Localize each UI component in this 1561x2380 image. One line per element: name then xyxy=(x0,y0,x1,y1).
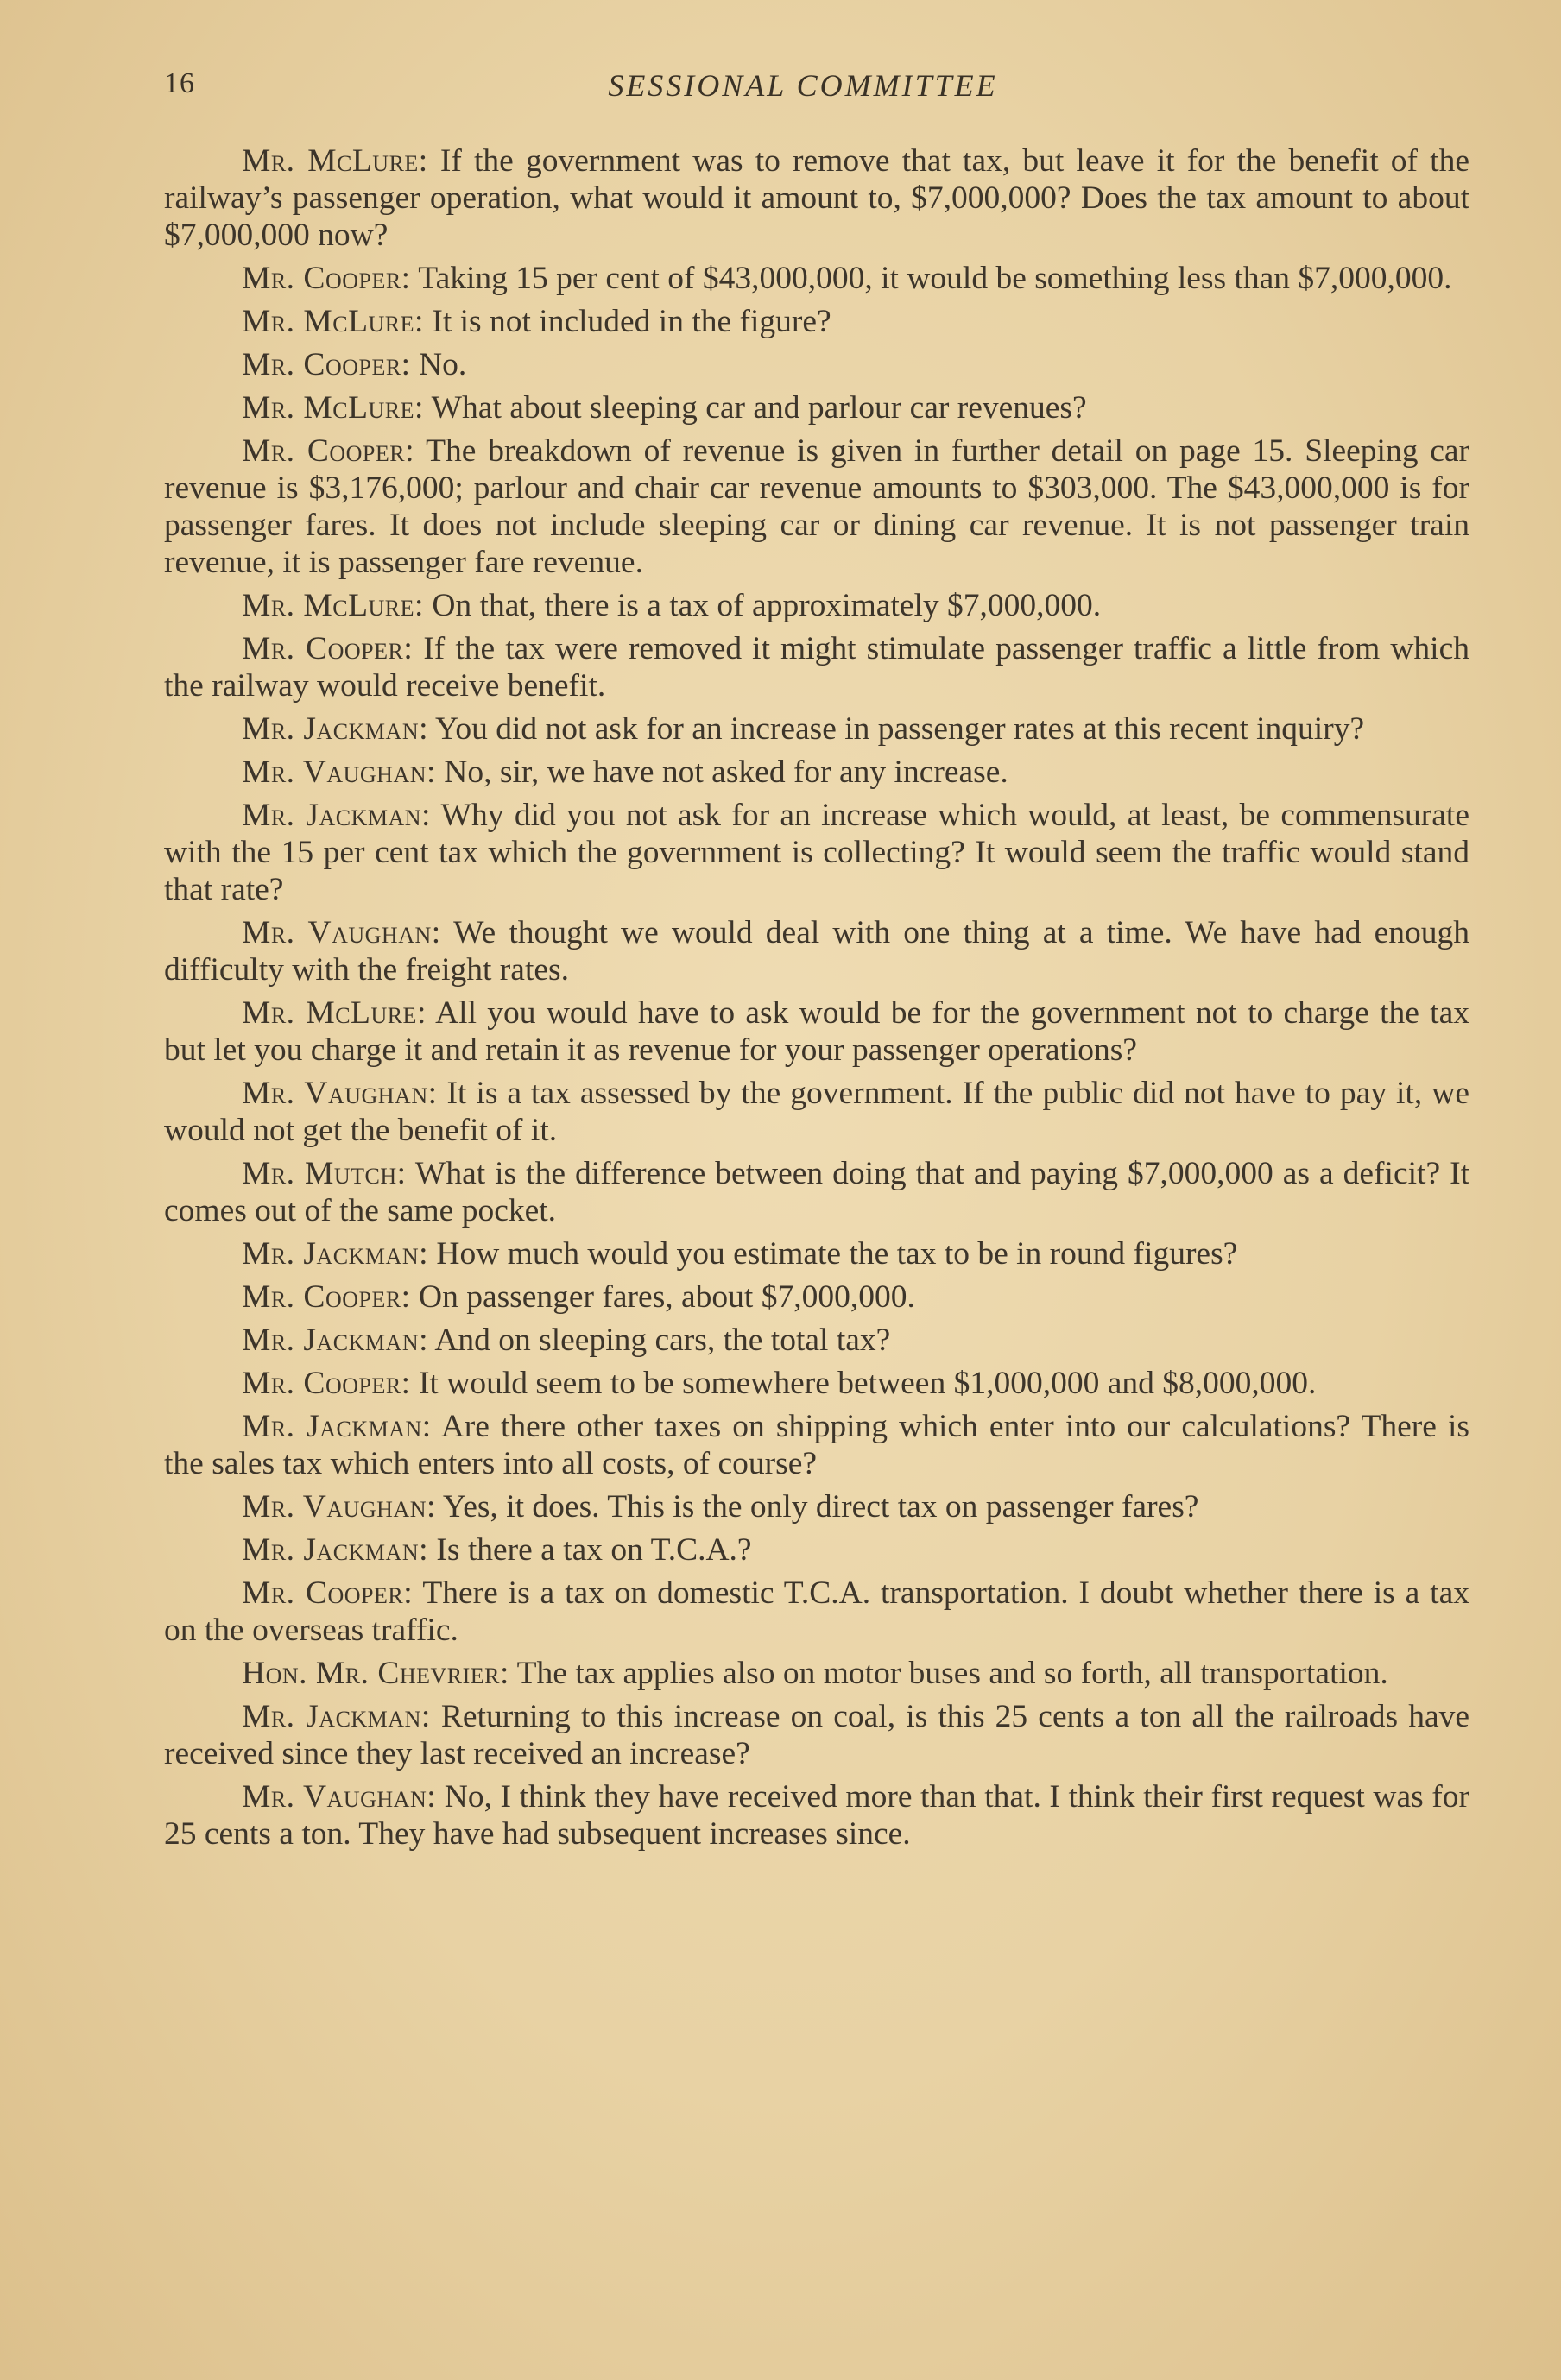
speech-text: If the government was to remove that tax, but leave it for the benefit of the railway’s passenger operation, what would it amount to, $7,000,000? Does the tax amount to about $7,000,000 now? xyxy=(164,143,1469,253)
speaker-name: Mr. Jackman: xyxy=(242,1236,429,1272)
speaker-name: Mr. Vaughan: xyxy=(242,1076,438,1111)
speaker-name: Hon. Mr. Chevrier: xyxy=(242,1656,509,1691)
transcript-paragraph xyxy=(164,1408,1469,1482)
transcript-paragraph xyxy=(164,1575,1469,1649)
running-head: SESSIONAL COMMITTEE xyxy=(608,68,998,103)
transcript-paragraph xyxy=(164,303,1469,340)
speech-text: It is a tax assessed by the government. If the public did not have to pay it, we would not get the benefit of it. xyxy=(164,1076,1469,1148)
transcript-paragraph xyxy=(164,1655,1469,1692)
speech-text: The breakdown of revenue is given in further detail on page 15. Sleeping car revenue is $3,176,000; parlour and chair car revenue amounts to $303,000. The $43,000,000 is for passenger fares. It does not include sleeping car or dining car revenue. It is not passenger train revenue, it is passenger fare revenue. xyxy=(164,433,1469,580)
speech-text: No. xyxy=(410,347,467,382)
transcript-paragraph xyxy=(164,1488,1469,1525)
transcript-paragraph xyxy=(164,710,1469,748)
page-number: 16 xyxy=(164,67,195,99)
speech-text: Are there other taxes on shipping which enter into our calculations? There is the sales tax which enters into all costs, of course? xyxy=(164,1409,1469,1481)
transcript-paragraph xyxy=(164,1531,1469,1569)
speech-text: Yes, it does. This is the only direct tax on passenger fares? xyxy=(435,1489,1199,1525)
transcript-paragraph xyxy=(164,260,1469,297)
speech-text: No, sir, we have not asked for any increase. xyxy=(435,754,1008,790)
speech-text: And on sleeping cars, the total tax? xyxy=(428,1323,891,1358)
transcript-paragraph xyxy=(164,1365,1469,1402)
speaker-name: Mr. Cooper: xyxy=(242,347,411,382)
transcript-paragraph xyxy=(164,1778,1469,1853)
speech-text: What about sleeping car and parlour car revenues? xyxy=(423,390,1087,426)
speech-text: Is there a tax on T.C.A.? xyxy=(428,1532,752,1568)
page-header xyxy=(164,67,1442,110)
speech-text: It would seem to be somewhere between $1,000,000 and $8,000,000. xyxy=(410,1366,1317,1401)
speech-text: You did not ask for an increase in passenger rates at this recent inquiry? xyxy=(428,711,1365,747)
speaker-name: Mr. McLure: xyxy=(242,304,424,339)
speech-text: There is a tax on domestic T.C.A. transportation. I doubt whether there is a tax on the overseas traffic. xyxy=(164,1575,1469,1648)
speaker-name: Mr. Cooper: xyxy=(242,631,414,666)
speaker-name: Mr. Jackman: xyxy=(242,1409,432,1444)
speaker-name: Mr. Cooper: xyxy=(242,1575,414,1611)
transcript-paragraph xyxy=(164,346,1469,383)
transcript-paragraph xyxy=(164,587,1469,624)
speech-text: How much would you estimate the tax to be in round figures? xyxy=(428,1236,1238,1272)
transcript-paragraph xyxy=(164,1698,1469,1772)
speaker-name: Mr. McLure: xyxy=(242,995,427,1031)
transcript-paragraph xyxy=(164,142,1469,254)
speech-text: The tax applies also on motor buses and so forth, all transportation. xyxy=(509,1656,1388,1691)
transcript-paragraph xyxy=(164,994,1469,1069)
transcript-paragraph xyxy=(164,1075,1469,1149)
speaker-name: Mr. McLure: xyxy=(242,588,424,623)
transcript-paragraph xyxy=(164,1235,1469,1272)
speech-text: All you would have to ask would be for the government not to charge the tax but let you charge it and retain it as revenue for your passenger operations? xyxy=(164,995,1469,1068)
speaker-name: Mr. Vaughan: xyxy=(242,1489,436,1525)
speech-text: No, I think they have received more than that. I think their first request was for 25 cents a ton. They have had subsequent increases since. xyxy=(164,1779,1469,1852)
speech-text: On passenger fares, about $7,000,000. xyxy=(410,1279,915,1315)
speech-text: If the tax were removed it might stimulate passenger traffic a little from which the railway would receive benefit. xyxy=(164,631,1469,704)
speaker-name: Mr. Jackman: xyxy=(242,798,431,833)
transcript-paragraph xyxy=(164,432,1469,581)
speaker-name: Mr. Jackman: xyxy=(242,711,429,747)
transcript-paragraph xyxy=(164,1155,1469,1229)
transcript-paragraph xyxy=(164,797,1469,908)
transcript-body xyxy=(164,142,1469,1859)
speaker-name: Mr. Cooper: xyxy=(242,1279,411,1315)
speaker-name: Mr. Mutch: xyxy=(242,1156,407,1191)
speaker-name: Mr. Cooper: xyxy=(242,261,411,296)
speaker-name: Mr. Vaughan: xyxy=(242,754,436,790)
speaker-name: Mr. Vaughan: xyxy=(242,915,441,950)
speaker-name: Mr. Jackman: xyxy=(242,1323,429,1358)
speech-text: Returning to this increase on coal, is this 25 cents a ton all the railroads have received since they last received an increase? xyxy=(164,1699,1470,1771)
speaker-name: Mr. Jackman: xyxy=(242,1699,431,1734)
speech-text: It is not included in the figure? xyxy=(423,304,831,339)
speaker-name: Mr. Vaughan: xyxy=(242,1779,437,1815)
speaker-name: Mr. Cooper: xyxy=(242,1366,411,1401)
speech-text: On that, there is a tax of approximately $7,000,000. xyxy=(423,588,1102,623)
transcript-paragraph xyxy=(164,1278,1469,1316)
speaker-name: Mr. Cooper: xyxy=(242,433,415,469)
speaker-name: Mr. McLure: xyxy=(242,390,424,426)
speaker-name: Mr. McLure: xyxy=(242,143,428,179)
speech-text: Taking 15 per cent of $43,000,000, it would be something less than $7,000,000. xyxy=(410,261,1452,296)
transcript-paragraph xyxy=(164,630,1469,704)
speaker-name: Mr. Jackman: xyxy=(242,1532,429,1568)
speech-text: We thought we would deal with one thing at a time. We have had enough difficulty with the freight rates. xyxy=(164,915,1469,988)
transcript-paragraph xyxy=(164,754,1469,791)
transcript-paragraph xyxy=(164,1322,1469,1359)
speech-text: What is the difference between doing that and paying $7,000,000 as a deficit? It comes out of the same pocket. xyxy=(164,1156,1469,1228)
transcript-paragraph xyxy=(164,914,1469,988)
transcript-paragraph xyxy=(164,389,1469,426)
speech-text: Why did you not ask for an increase which would, at least, be commensurate with the 15 per cent tax which the government is collecting? It would seem the traffic would stand that rate? xyxy=(164,798,1469,907)
